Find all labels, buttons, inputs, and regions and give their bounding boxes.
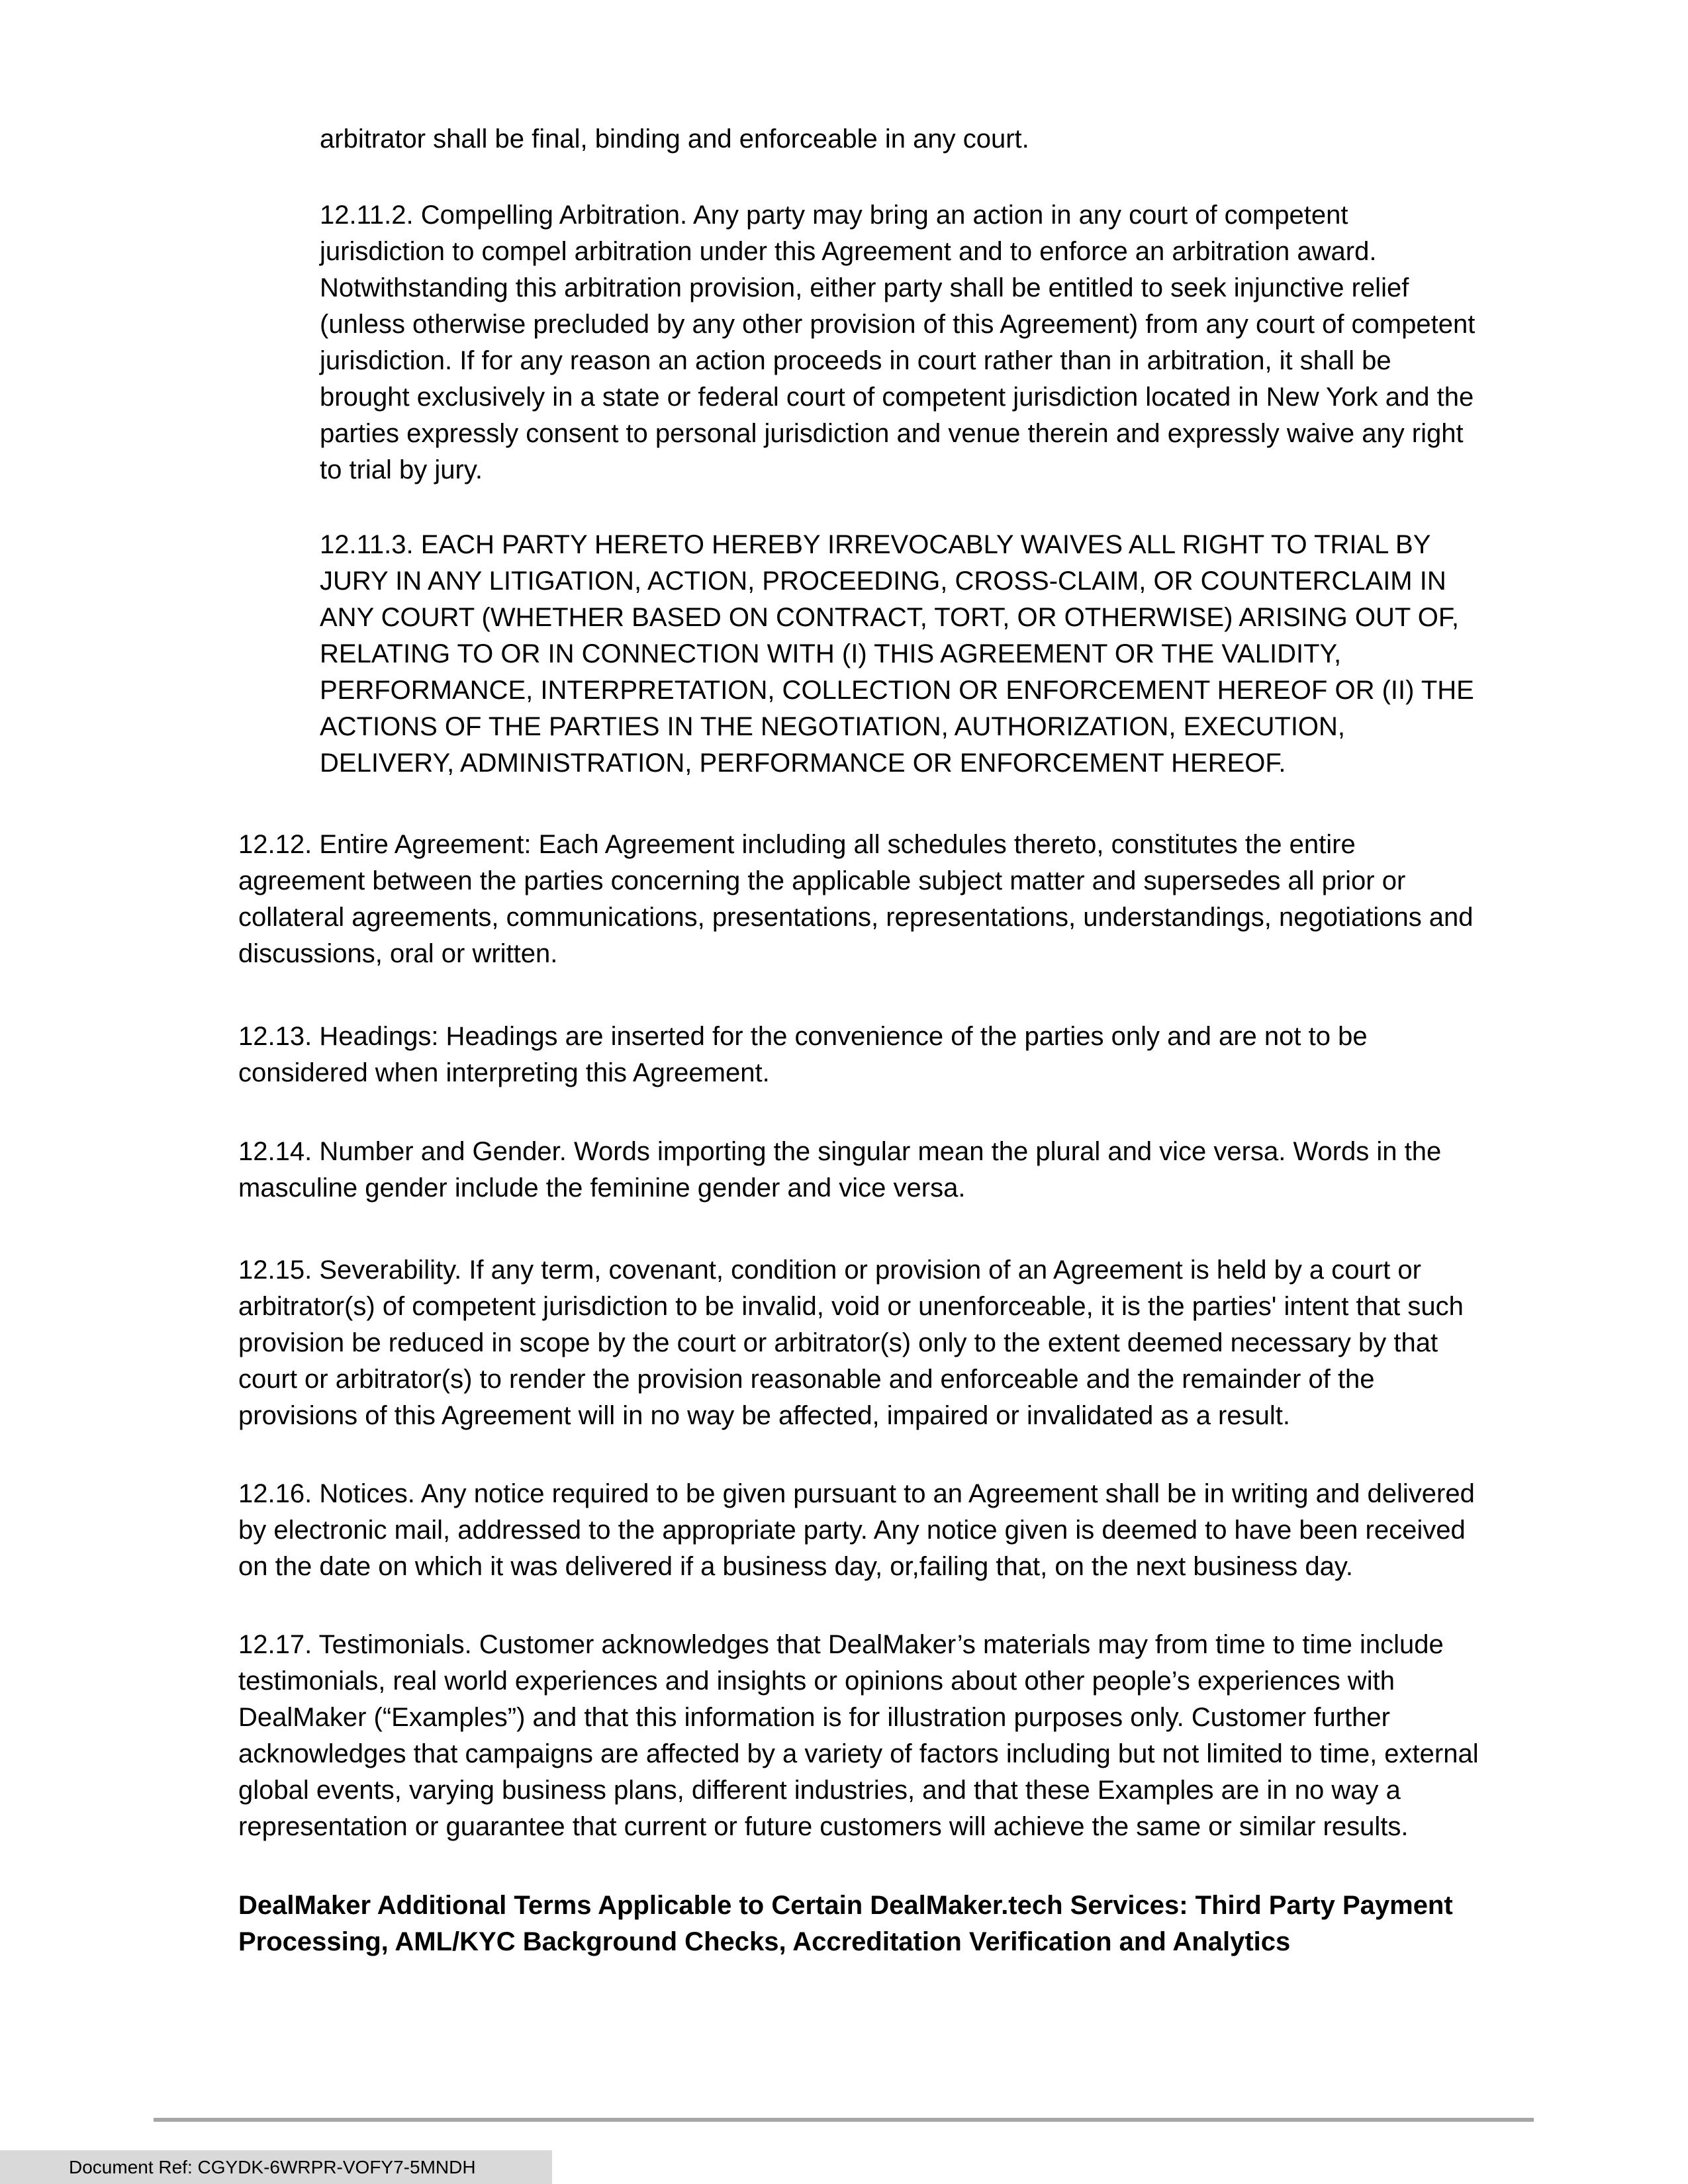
paragraph-12-12-entire-agreement: 12.12. Entire Agreement: Each Agreement including all schedules thereto, constitutes the entire agreement between the parties concerning the applicable subject matter and supersedes all prior or collateral agreements, communications, presentations, representations, understandings, negotiations and discussions, oral or written. [238, 830, 1474, 968]
paragraph-12-15-severability: 12.15. Severability. If any term, covenant, condition or provision of an Agreement is held by a court or arbitrator(s) of competent jurisdiction to be invalid, void or unenforceable, it is the parties' intent that such provision be reduced in scope by the court or arbitrator(s) only to the extent deemed necessary by that court or arbitrator(s) to render the provision reasonable and enforceable and the remainder of the provisions of this Agreement will in no way be affected, impaired or invalidated as a result. [238, 1255, 1464, 1430]
paragraph-arbitration-final: arbitrator shall be final, binding and enforceable in any court. [320, 124, 1029, 154]
paragraph-12-11-3-jury-waiver: 12.11.3. EACH PARTY HERETO HEREBY IRREVOCABLY WAIVES ALL RIGHT TO TRIAL BY JURY IN ANY LITIGATION, ACTION, PROCEEDING, CROSS-CLAIM, OR COUNTERCLAIM IN ANY COURT (WHETHER BASED ON CONTRACT, TORT, OR OTHERWISE) ARISING OUT OF, RELATING TO OR IN CONNECTION WITH (I) THIS AGREEMENT OR THE VALIDITY, PERFORMANCE, INTERPRETATION, COLLECTION OR ENFORCEMENT HEREOF OR (II) THE ACTIONS OF THE PARTIES IN THE NEGOTIATION, AUTHORIZATION, EXECUTION, DELIVERY, ADMINISTRATION, PERFORMANCE OR ENFORCEMENT HEREOF. [320, 530, 1474, 778]
paragraph-12-17-testimonials: 12.17. Testimonials. Customer acknowledges that DealMaker’s materials may from time to time include testimonials, real world experiences and insights or opinions about other people’s experiences with DealMaker (“Examples”) and that this information is for illustration purposes only. Customer further acknowledges that campaigns are affected by a variety of factors including but not limited to time, external global events, varying business plans, different industries, and that these Examples are in no way a representation or guarantee that current or future customers will achieve the same or similar results. [238, 1630, 1479, 1841]
paragraph-12-16-notices: 12.16. Notices. Any notice required to be given pursuant to an Agreement shall be in writing and delivered by electronic mail, addressed to the appropriate party. Any notice given is deemed to have been received on the date on which it was delivered if a business day, or,failing that, on the next business day. [238, 1479, 1475, 1581]
additional-terms-heading: DealMaker Additional Terms Applicable to Certain DealMaker.tech Services: Third Party Payment Processing, AML/KYC Background Checks, Accreditation Verification and Analytics [238, 1891, 1453, 1956]
paragraph-12-14-number-gender: 12.14. Number and Gender. Words importing the singular mean the plural and vice versa. Words in the masculine gender include the feminine gender and vice versa. [238, 1137, 1442, 1203]
footer-divider [154, 2118, 1534, 2122]
paragraph-12-11-2-compelling-arbitration: 12.11.2. Compelling Arbitration. Any party may bring an action in any court of competent jurisdiction to compel arbitration under this Agreement and to enforce an arbitration award. Notwithstanding this arbitration provision, either party shall be entitled to seek injunctive relief (unless otherwise precluded by any other provision of this Agreement) from any court of competent jurisdiction. If for any reason an action proceeds in court rather than in arbitration, it shall be brought exclusively in a state or federal court of competent jurisdiction located in New York and the parties expressly consent to personal jurisdiction and venue therein and expressly waive any right to trial by jury. [320, 201, 1476, 484]
document-reference: Document Ref: CGYDK-6WRPR-VOFY7-5MNDH [0, 2150, 552, 2184]
paragraph-12-13-headings: 12.13. Headings: Headings are inserted for the convenience of the parties only and are not to be considered when interpreting this Agreement. [238, 1022, 1368, 1087]
